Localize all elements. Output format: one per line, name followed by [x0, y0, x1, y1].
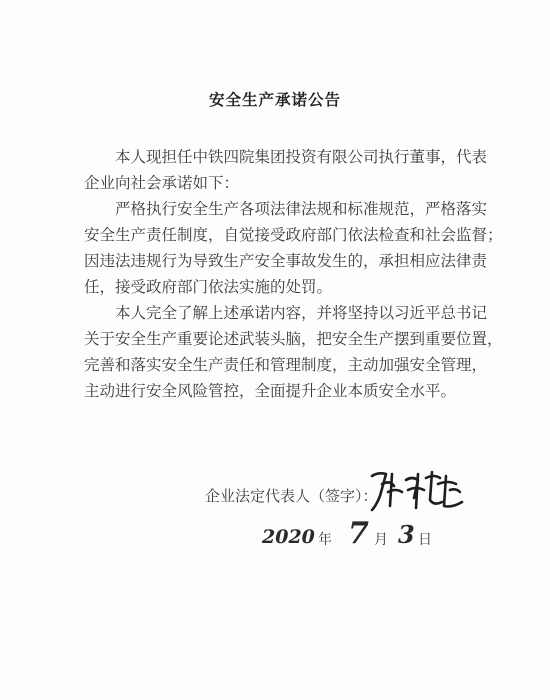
date-day-unit: 日	[418, 532, 432, 548]
date-year-unit: 年	[318, 532, 332, 548]
paragraph-1-line-2: 企业向社会承诺如下：	[84, 174, 240, 192]
paragraph-3-line-4: 主动进行安全风险管控，全面提升企业本质安全水平。	[84, 382, 457, 400]
paragraph-3-line-1: 本人完全了解上述承诺内容，并将坚持以习近平总书记	[115, 304, 488, 322]
handwritten-signature	[368, 466, 468, 514]
date-row	[262, 516, 462, 556]
date-month-unit: 月	[374, 532, 388, 548]
paragraph-2-line-2: 安全生产责任制度，自觉接受政府部门依法检查和社会监督；	[84, 226, 503, 244]
signature-label: 企业法定代表人（签字）：	[205, 487, 378, 505]
paragraph-3-line-2: 关于安全生产重要论述武装头脑，把安全生产摆到重要位置，	[84, 330, 503, 348]
date-month: 7	[348, 516, 369, 551]
paragraph-2-line-4: 任，接受政府部门依法实施的处罚。	[84, 278, 333, 296]
paragraph-3-line-3: 完善和落实安全生产责任和管理制度，主动加强安全管理，	[84, 356, 488, 374]
page-title: 安全生产承诺公告	[208, 91, 341, 109]
paragraph-2-line-3: 因违法违规行为导致生产安全事故发生的，承担相应法律责	[84, 252, 488, 270]
paragraph-1-line-1: 本人现担任中铁四院集团投资有限公司执行董事，代表	[115, 148, 488, 166]
paragraph-2-line-1: 严格执行安全生产各项法律法规和标准规范，严格落实	[115, 200, 488, 218]
date-day: 3	[398, 520, 415, 549]
date-year: 2020	[262, 526, 315, 548]
